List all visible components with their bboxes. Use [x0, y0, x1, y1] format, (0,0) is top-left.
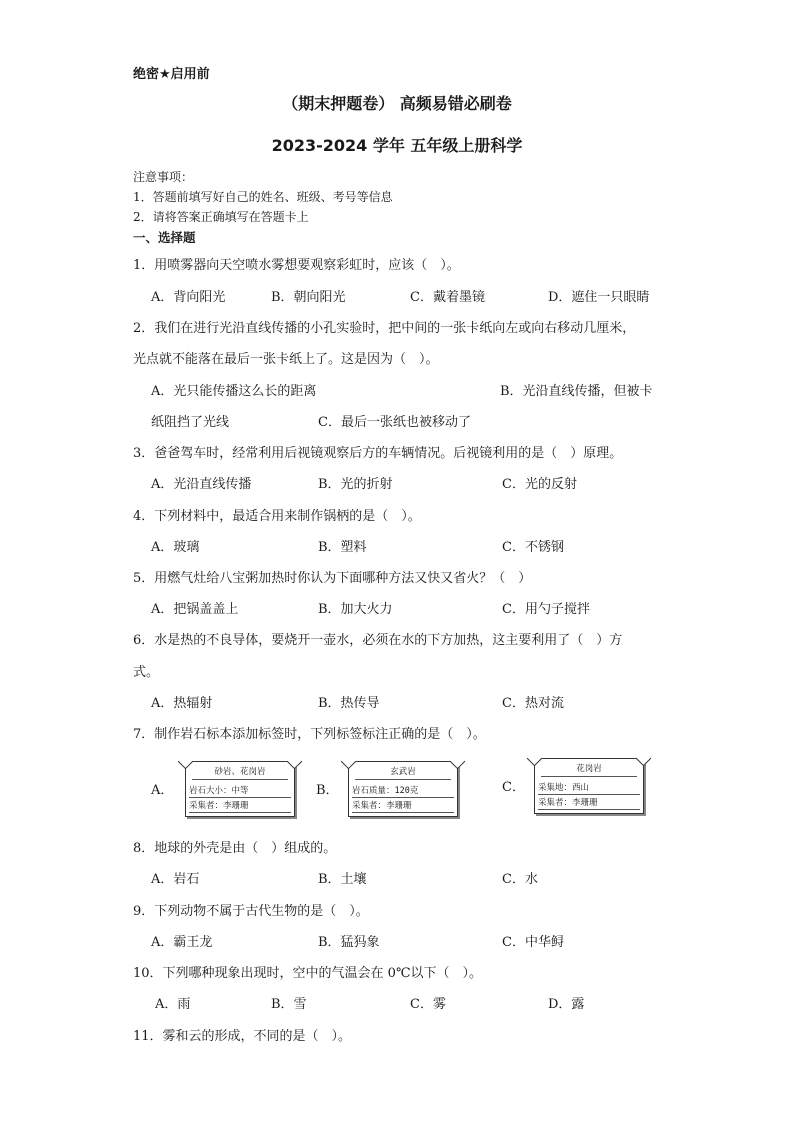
- confidential-label: 绝密★启用前: [133, 67, 210, 82]
- answer-option: C．用勺子搅拌: [502, 602, 590, 617]
- answer-option: B．光沿直线传播，但被卡: [500, 384, 653, 399]
- exam-subtitle: 2023-2024 学年 五年级上册科学: [271, 136, 523, 155]
- option-card-b: [316, 757, 466, 821]
- option-card-a: [151, 757, 301, 821]
- question-stem: 9．下列动物不属于古代生物的是（ ）。: [133, 904, 369, 919]
- answer-option: A．光只能传播这么长的距离: [151, 384, 317, 399]
- answer-option-letter: B．: [316, 783, 339, 798]
- notes-heading: 注意事项：: [133, 170, 194, 184]
- answer-option: A．霸王龙: [151, 935, 213, 950]
- rock-label-card: [348, 761, 458, 817]
- rock-label-row: 岩石大小：中等: [189, 784, 291, 798]
- answer-option: C．不锈钢: [502, 540, 564, 555]
- answer-option: C．最后一张纸也被移动了: [318, 415, 471, 430]
- answer-option: C．水: [502, 872, 538, 887]
- question-stem: 6．水是热的不良导体，要烧开一壶水，必须在水的下方加热，这主要利用了（ ）方: [133, 633, 623, 648]
- question-stem: 光点就不能落在最后一张卡纸上了。这是因为（ ）。: [133, 352, 439, 367]
- answer-option: B．土壤: [318, 872, 367, 887]
- answer-option: A．把锅盖盖上: [151, 602, 239, 617]
- question-stem: 4．下列材料中，最适合用来制作锅柄的是（ ）。: [133, 509, 421, 524]
- answer-option: B．光的折射: [318, 477, 393, 492]
- question-stem: 7．制作岩石标本添加标签时，下列标签标注正确的是（ ）。: [133, 727, 486, 742]
- answer-option: C．雾: [410, 997, 446, 1012]
- answer-option-letter: A．: [151, 783, 174, 798]
- answer-option: B．塑料: [318, 540, 367, 555]
- rock-label-row: 采集地：西山: [538, 781, 640, 795]
- question-stem: 3．爸爸驾车时，经常利用后视镜观察后方的车辆情况。后视镜利用的是（ ）原理。: [133, 446, 623, 461]
- option-card-c: [502, 754, 652, 818]
- answer-option: B．热传导: [318, 696, 380, 711]
- question-stem: 8．地球的外壳是由（ ）组成的。: [133, 841, 337, 856]
- answer-option: C．热对流: [502, 696, 564, 711]
- question-stem: 2．我们在进行光沿直线传播的小孔实验时，把中间的一张卡纸向左或向右移动几厘米，: [133, 321, 636, 336]
- answer-option: A．岩石: [151, 872, 200, 887]
- answer-option: C．光的反射: [502, 477, 577, 492]
- notes-item: 1．答题前填写好自己的姓名、班级、考号等信息: [133, 190, 393, 204]
- answer-option: D．露: [548, 997, 585, 1012]
- rock-label-name: 玄武岩: [355, 765, 451, 780]
- question-stem: 1．用喷雾器向天空喷水雾想要观察彩虹时，应该（ ）。: [133, 258, 460, 273]
- question-stem: 5．用燃气灶给八宝粥加热时你认为下面哪种方法又快又省火？（ ）: [133, 571, 532, 586]
- answer-option: C．戴着墨镜: [410, 290, 485, 305]
- rock-label-name: 砂岩、花岗岩: [192, 765, 288, 780]
- question-stem: 10．下列哪种现象出现时，空中的气温会在 0℃以下（ ）。: [133, 966, 482, 981]
- answer-option-letter: C．: [502, 780, 525, 795]
- answer-option: A．光沿直线传播: [151, 477, 252, 492]
- question-stem: 11．雾和云的形成，不同的是（ ）。: [133, 1029, 352, 1044]
- answer-option: B．加大火力: [318, 602, 393, 617]
- rock-label-row: 采集者：李珊珊: [352, 799, 454, 813]
- answer-option: B．猛犸象: [318, 935, 380, 950]
- answer-option: A．雨: [155, 997, 191, 1012]
- rock-label-row: 采集者：李珊珊: [189, 799, 291, 813]
- answer-option: B．朝向阳光: [271, 290, 346, 305]
- rock-label-card: [185, 761, 295, 817]
- section-heading: 一、选择题: [133, 230, 196, 245]
- rock-label-row: 采集者：李珊珊: [538, 796, 640, 810]
- answer-option: 纸阻挡了光线: [151, 415, 230, 430]
- answer-option: D．遮住一只眼睛: [548, 290, 650, 305]
- question-stem: 式。: [133, 665, 160, 680]
- notes-item: 2．请将答案正确填写在答题卡上: [133, 210, 309, 224]
- answer-option: A．玻璃: [151, 540, 200, 555]
- answer-option: A．热辐射: [151, 696, 213, 711]
- answer-option: C．中华鲟: [502, 935, 564, 950]
- exam-title: （期末押题卷） 高频易错必刷卷: [282, 94, 512, 113]
- answer-option: B．雪: [271, 997, 307, 1012]
- rock-label-row: 岩石质量：120克: [352, 784, 454, 798]
- rock-label-name: 花岗岩: [541, 762, 637, 777]
- rock-label-card: [534, 758, 644, 814]
- answer-option: A．背向阳光: [151, 290, 226, 305]
